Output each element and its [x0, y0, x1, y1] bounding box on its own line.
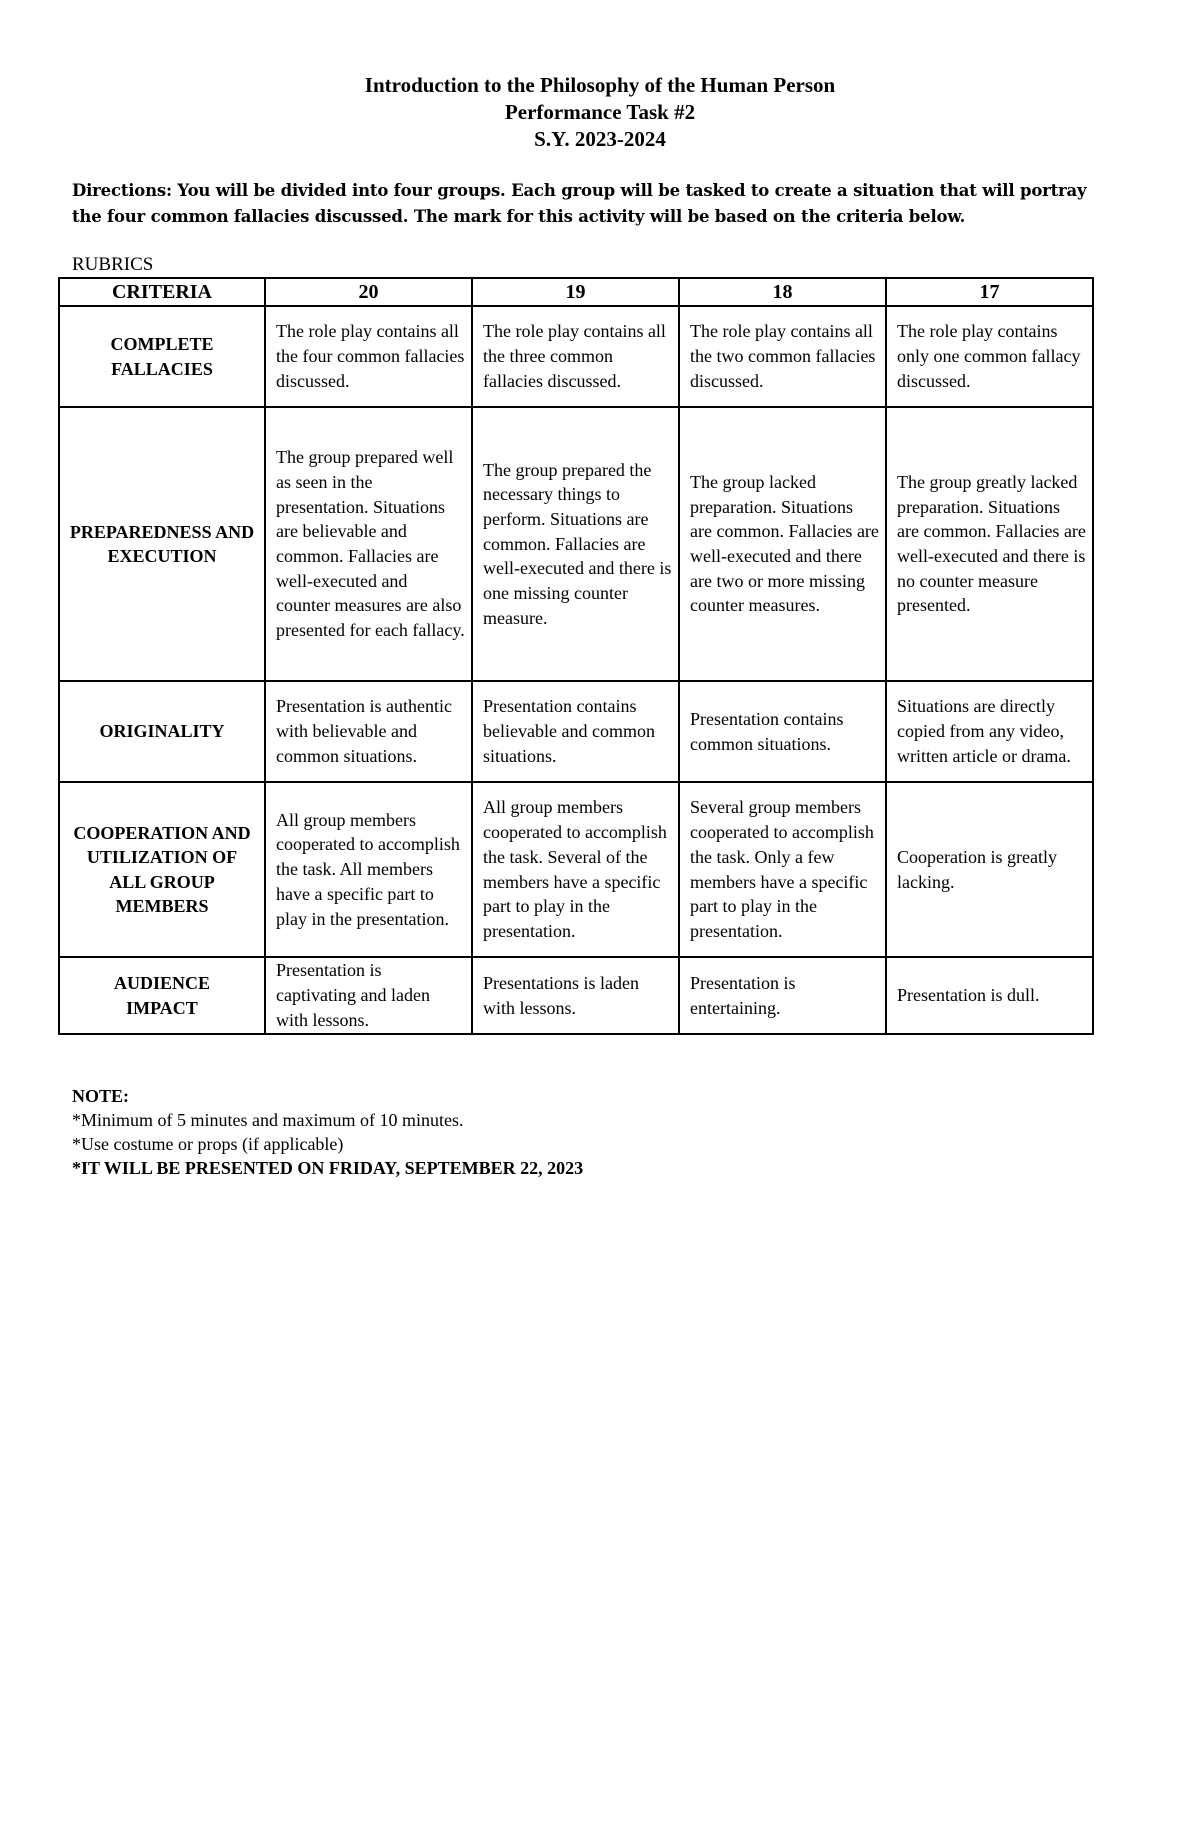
score-cell: Presentations is laden with lessons. [472, 957, 679, 1034]
criteria-cell: ORIGINALITY [59, 681, 265, 782]
score-cell: The group greatly lacked preparation. Situations are common. Fallacies are well-executed and there is no counter measure presented. [886, 407, 1093, 681]
directions-text: Directions: You will be divided into four groups. Each group will be tasked to create a situation that will portray the four common fallacies discussed. The mark for this activity will be based on the criteria below. [72, 181, 1087, 226]
note-section [72, 1084, 583, 1180]
note-item: *Use costume or props (if applicable) [72, 1134, 344, 1154]
table-row [59, 306, 1093, 407]
column-header-19: 19 [472, 278, 679, 306]
column-header-17: 17 [886, 278, 1093, 306]
score-cell: Presentation is dull. [886, 957, 1093, 1034]
table-header-row [59, 278, 1093, 306]
table-row [59, 407, 1093, 681]
score-cell: The group prepared the necessary things to perform. Situations are common. Fallacies are well-executed and there is one missing counter measure. [472, 407, 679, 681]
school-year: S.Y. 2023-2024 [534, 127, 666, 151]
table-row [59, 681, 1093, 782]
score-cell: Cooperation is greatly lacking. [886, 782, 1093, 957]
score-cell: Presentation is captivating and laden with lessons. [265, 957, 472, 1034]
score-cell: The role play contains all the three common fallacies discussed. [472, 306, 679, 407]
score-cell: All group members cooperated to accomplish the task. All members have a specific part to play in the presentation. [265, 782, 472, 957]
note-title: NOTE: [72, 1086, 130, 1106]
criteria-cell: PREPAREDNESS AND EXECUTION [59, 407, 265, 681]
score-cell: Several group members cooperated to accomplish the task. Only a few members have a specific part to play in the presentation. [679, 782, 886, 957]
task-title: Performance Task #2 [504, 100, 696, 124]
table-row [59, 782, 1093, 957]
score-cell: Presentation contains believable and common situations. [472, 681, 679, 782]
column-header-20: 20 [265, 278, 472, 306]
rubric-table [58, 277, 1094, 1035]
criteria-cell: COOPERATION AND UTILIZATION OF ALL GROUP MEMBERS [59, 782, 265, 957]
score-cell: Situations are directly copied from any video, written article or drama. [886, 681, 1093, 782]
note-item: *Minimum of 5 minutes and maximum of 10 minutes. [72, 1110, 464, 1130]
score-cell: Presentation is entertaining. [679, 957, 886, 1034]
score-cell: The role play contains all the two common fallacies discussed. [679, 306, 886, 407]
score-cell: Presentation is authentic with believable and common situations. [265, 681, 472, 782]
column-header-criteria: CRITERIA [59, 278, 265, 306]
note-item-deadline: *IT WILL BE PRESENTED ON FRIDAY, SEPTEMBER 22, 2023 [72, 1158, 584, 1178]
criteria-cell: AUDIENCE IMPACT [59, 957, 265, 1034]
table-row [59, 957, 1093, 1034]
rubrics-label: RUBRICS [72, 254, 154, 275]
score-cell: The role play contains only one common fallacy discussed. [886, 306, 1093, 407]
document-header [0, 72, 1200, 153]
column-header-18: 18 [679, 278, 886, 306]
criteria-cell: COMPLETE FALLACIES [59, 306, 265, 407]
score-cell: The group prepared well as seen in the presentation. Situations are believable and common. Fallacies are well-executed and counter measures are also presented for each fallacy. [265, 407, 472, 681]
score-cell: The role play contains all the four common fallacies discussed. [265, 306, 472, 407]
score-cell: The group lacked preparation. Situations are common. Fallacies are well-executed and there are two or more missing counter measures. [679, 407, 886, 681]
course-title: Introduction to the Philosophy of the Human Person [364, 73, 836, 97]
score-cell: All group members cooperated to accomplish the task. Several of the members have a specific part to play in the presentation. [472, 782, 679, 957]
score-cell: Presentation contains common situations. [679, 681, 886, 782]
